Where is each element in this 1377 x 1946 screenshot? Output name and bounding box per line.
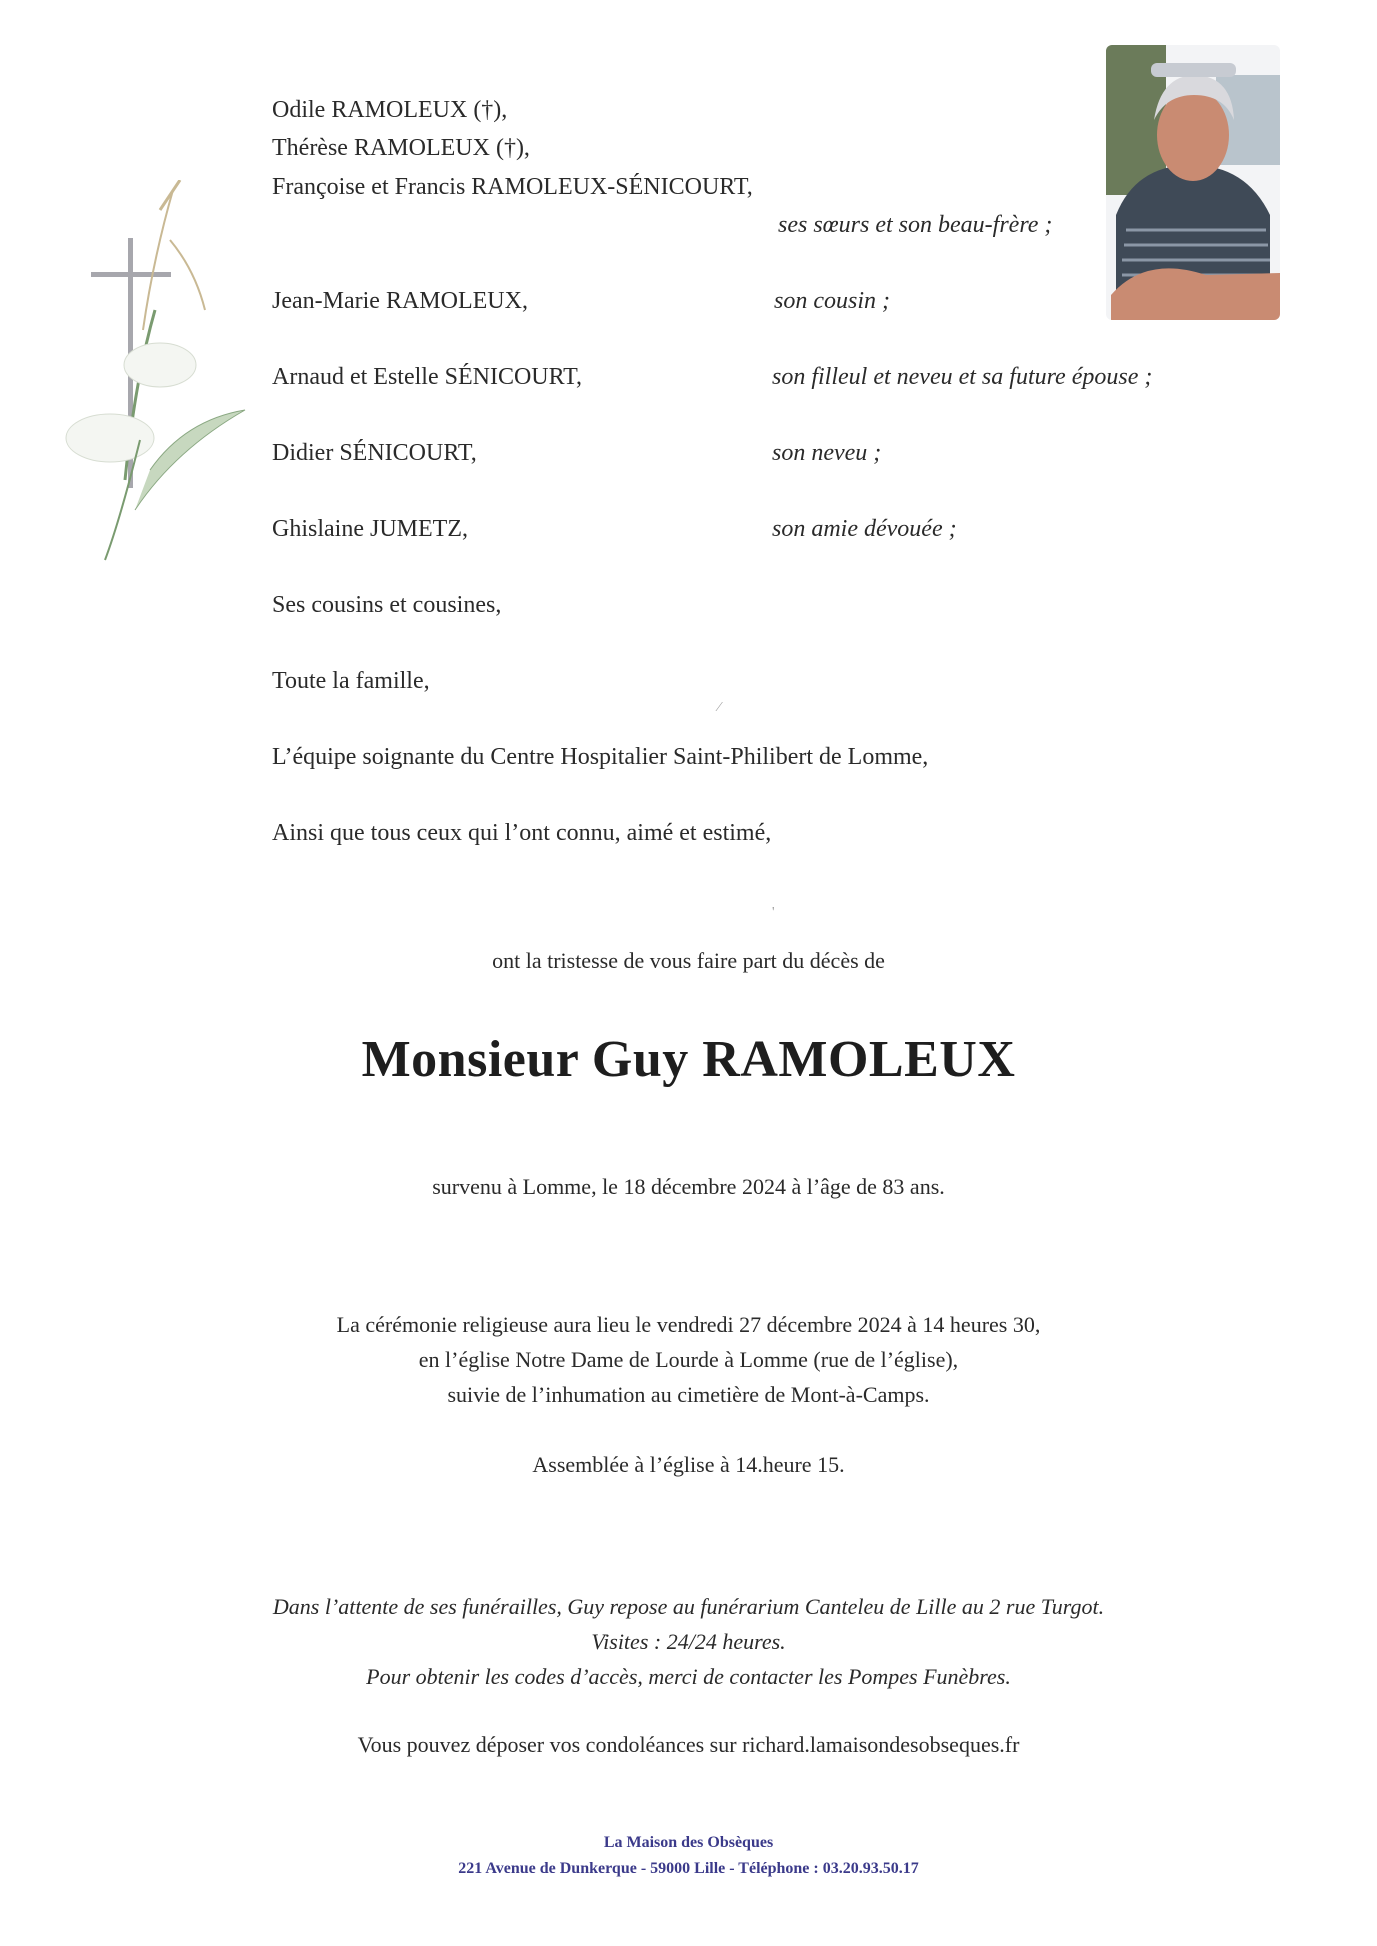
scan-mark: ⁄: [718, 700, 721, 715]
deceased-name: Monsieur Guy RAMOLEUX: [361, 1031, 1016, 1088]
relation-label: son cousin ;: [774, 288, 890, 314]
family-line: Thérèse RAMOLEUX (†),: [272, 135, 530, 161]
family-line: Odile RAMOLEUX (†),: [272, 97, 508, 123]
relation-label: son neveu ;: [772, 440, 882, 466]
family-line: Toute la famille,: [272, 668, 430, 694]
funerarium-line: Dans l’attente de ses funérailles, Guy repose au funérarium Canteleu de Lille au 2 rue Turgot.: [272, 1594, 1105, 1619]
assembly-time: Assemblée à l’église à 14.heure 15.: [532, 1452, 845, 1477]
cross-lily-icon: [55, 180, 265, 570]
relation-label: son filleul et neveu et sa future épouse ;: [772, 364, 1153, 390]
portrait-photo: [1106, 45, 1280, 320]
relation-label: ses sœurs et son beau-frère ;: [778, 212, 1053, 238]
family-line: Arnaud et Estelle SÉNICOURT,: [272, 364, 583, 390]
announcement-text: ont la tristesse de vous faire part du décès de: [492, 948, 885, 973]
ceremony-line: La cérémonie religieuse aura lieu le vendredi 27 décembre 2024 à 14 heures 30,: [336, 1312, 1041, 1337]
footer-address: 221 Avenue de Dunkerque - 59000 Lille - Téléphone : 03.20.93.50.17: [458, 1860, 919, 1877]
ceremony-line: en l’église Notre Dame de Lourde à Lomme (rue de l’église),: [418, 1347, 959, 1372]
scan-mark: ': [772, 905, 775, 920]
family-line: Françoise et Francis RAMOLEUX-SÉNICOURT,: [272, 174, 753, 200]
family-line: Jean-Marie RAMOLEUX,: [272, 288, 528, 314]
family-line: Didier SÉNICOURT,: [272, 440, 477, 466]
family-line: L’équipe soignante du Centre Hospitalier Saint-Philibert de Lomme,: [272, 744, 929, 770]
family-line: Ghislaine JUMETZ,: [272, 516, 468, 542]
family-line: Ainsi que tous ceux qui l’ont connu, aimé et estimé,: [272, 820, 772, 846]
funerarium-line: Pour obtenir les codes d’accès, merci de contacter les Pompes Funèbres.: [366, 1664, 1011, 1689]
death-info: survenu à Lomme, le 18 décembre 2024 à l’âge de 83 ans.: [432, 1174, 945, 1199]
family-line: Ses cousins et cousines,: [272, 592, 502, 618]
ceremony-line: suivie de l’inhumation au cimetière de Mont-à-Camps.: [447, 1382, 930, 1407]
relation-label: son amie dévouée ;: [772, 516, 957, 542]
condolences-text: Vous pouvez déposer vos condoléances sur richard.lamaisondesobseques.fr: [357, 1732, 1020, 1757]
footer-company: La Maison des Obsèques: [603, 1834, 774, 1851]
funerarium-line: Visites : 24/24 heures.: [591, 1629, 786, 1654]
